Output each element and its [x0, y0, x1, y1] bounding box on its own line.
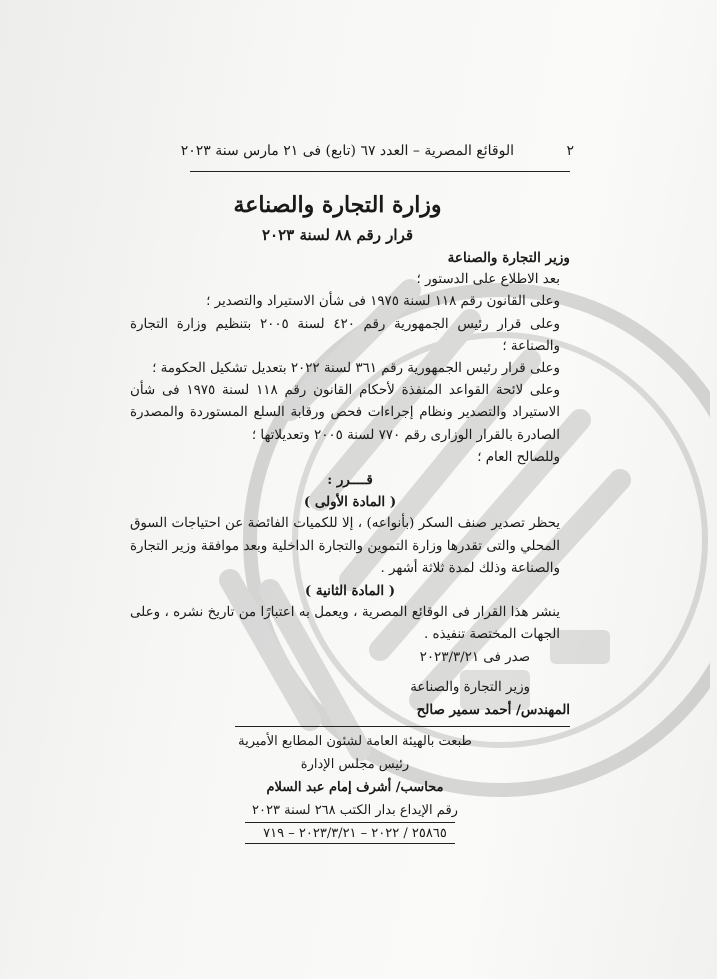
preamble-item: بعد الاطلاع على الدستور ؛	[416, 272, 560, 288]
article-1-text: يحظر تصدير صنف السكر (بأنواعه) ، إلا للكميات الفائضة عن احتياجات السوق المحلي والتى تقدرها وزارة التموين والتجارة الداخلية وبعد موافقة وزير التجارة والصناعة وذلك لمدة ثلاثة أشهر .	[130, 516, 560, 576]
ministry-title: وزارة التجارة والصناعة	[233, 192, 442, 218]
preamble-item: وعلى لائحة القواعد المنفذة لأحكام القانون رقم ١١٨ لسنة ١٩٧٥ فى شأن الاستيراد والتصدير ونظام إجراءات فحص ورقابة السلع المستوردة والمصدرة الصادرة بالقرار الوزارى رقم ٧٧٠ لسنة ٢٠٠٥ وتعديلاتها ؛	[130, 383, 560, 443]
signer-name: المهندس/ أحمد سمير صالح	[416, 702, 570, 718]
footer-rule-mid	[245, 822, 455, 823]
decree-number: قرار رقم ٨٨ لسنة ٢٠٢٣	[261, 226, 414, 244]
issued-date: صدر فى ٢٠٢٣/٣/٢١	[419, 649, 530, 665]
board-chair-title: رئيس مجلس الإدارة	[300, 757, 410, 772]
page-number: ٢	[566, 143, 574, 159]
preamble-item: وعلى قرار رئيس الجمهورية رقم ٣٦١ لسنة ٢٠٢٢ بتعديل تشكيل الحكومة ؛	[152, 361, 560, 377]
decided-heading: قــــرر :	[327, 472, 373, 489]
print-serial: ٢٥٨٦٥ / ٢٠٢٢ – ٢٠٢٣/٣/٢١ – ٧١٩	[263, 826, 447, 841]
board-chair-name: محاسب/ أشرف إمام عبد السلام	[266, 780, 444, 795]
article-1-title: ( المادة الأولى )	[303, 494, 397, 511]
printed-by: طبعت بالهيئة العامة لشئون المطابع الأميرية	[238, 734, 472, 749]
article-2-title: ( المادة الثانية )	[304, 583, 396, 600]
footer-rule-top	[235, 726, 570, 727]
printer-footer	[230, 730, 480, 845]
signature-block	[130, 677, 570, 721]
preamble-item: وعلى القانون رقم ١١٨ لسنة ١٩٧٥ فى شأن الاستيراد والتصدير ؛	[206, 294, 560, 310]
gazette-issue-line: الوقائع المصرية – العدد ٦٧ (تابع) فى ٢١ مارس سنة ٢٠٢٣	[180, 143, 514, 159]
decree-body	[130, 247, 570, 669]
article-2-text: ينشر هذا القرار فى الوقائع المصرية ، ويعمل به اعتبارًا من تاريخ نشره ، وعلى الجهات المختصة تنفيذه .	[130, 605, 560, 643]
issuer-title: وزير التجارة والصناعة	[447, 250, 570, 266]
footer-rule-bottom	[245, 843, 455, 844]
header-rule	[190, 171, 570, 172]
preamble-item: وعلى قرار رئيس الجمهورية رقم ٤٢٠ لسنة ٢٠٠٥ بتنظيم وزارة التجارة والصناعة ؛	[130, 316, 560, 354]
preamble-item: وللصالح العام ؛	[477, 449, 560, 465]
signer-role: وزير التجارة والصناعة	[410, 680, 530, 695]
legal-deposit: رقم الإيداع بدار الكتب ٢٦٨ لسنة ٢٠٢٣	[252, 803, 458, 818]
